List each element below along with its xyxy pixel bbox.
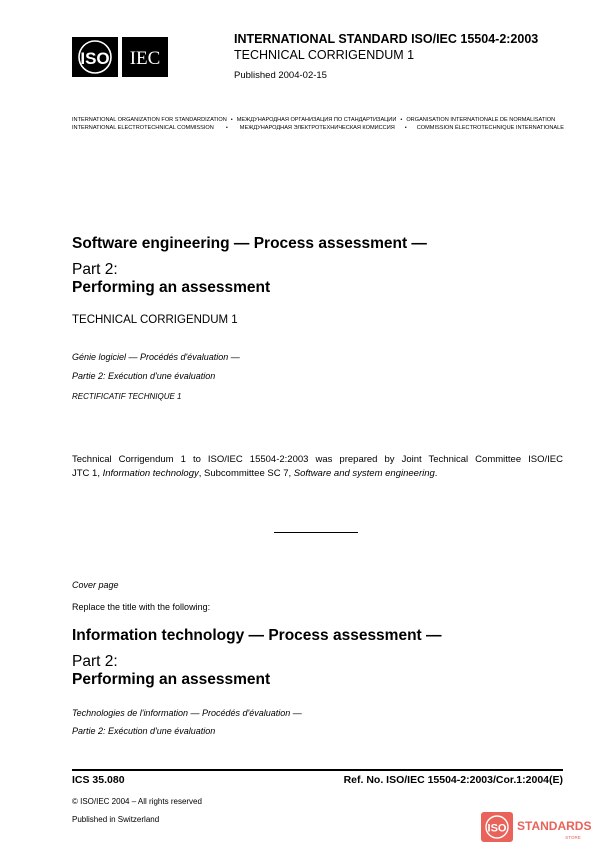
- svg-text:STORE: STORE: [565, 835, 581, 840]
- org-iso-fr: ORGANISATION INTERNATIONALE DE NORMALISATION: [406, 117, 556, 123]
- reference-number: Ref. No. ISO/IEC 15504-2:2003/Cor.1:2004(E): [343, 774, 563, 786]
- bullet: •: [404, 125, 407, 131]
- iso-standards-store-badge[interactable]: [481, 812, 593, 842]
- org-iec-fr: COMMISSION ÉLECTROTECHNIQUE INTERNATIONALE: [416, 125, 564, 131]
- organizations-row-1: [72, 117, 555, 123]
- footer-rule: [72, 769, 563, 771]
- divider: [274, 532, 358, 533]
- new-title: Information technology — Process assessment —: [72, 627, 442, 644]
- iec-logo: [122, 37, 168, 77]
- new-french-title: Technologies de l'information — Procédés d'évaluation —: [72, 708, 302, 718]
- committee-name: Information technology: [102, 467, 199, 479]
- document-subtitle: Performing an assessment: [72, 279, 271, 296]
- org-iec-ru: МЕЖДУНАРОДНАЯ ЭЛЕКТРОТЕХНИЧЕСКАЯ КОМИССИЯ: [239, 125, 395, 131]
- svg-text:ISO: ISO: [80, 49, 110, 68]
- document-title: Software engineering — Process assessment —: [72, 235, 427, 252]
- french-corrigendum: RECTIFICATIF TECHNIQUE 1: [72, 392, 182, 401]
- intro-paragraph: [72, 453, 563, 480]
- subcommittee-name: Software and system engineering: [293, 467, 435, 479]
- document-part: Part 2:: [72, 261, 118, 278]
- corrigendum-label: TECHNICAL CORRIGENDUM 1: [234, 48, 415, 62]
- technical-corrigendum-heading: TECHNICAL CORRIGENDUM 1: [72, 314, 238, 326]
- published-in: Published in Switzerland: [72, 815, 160, 824]
- french-title: Génie logiciel — Procédés d'évaluation —: [72, 352, 240, 362]
- copyright: © ISO/IEC 2004 – All rights reserved: [72, 797, 202, 806]
- iso-logo: [72, 37, 118, 77]
- instruction-text: Replace the title with the following:: [72, 602, 211, 612]
- published-date: Published 2004-02-15: [234, 70, 327, 81]
- section-label: Cover page: [72, 580, 119, 590]
- new-part: Part 2:: [72, 653, 118, 670]
- ics-code: ICS 35.080: [72, 774, 125, 786]
- new-french-part: Partie 2: Exécution d'une évaluation: [72, 726, 216, 736]
- intro-line-2: JTC 1, Information technology, Subcommittee SC 7, Software and system engineering.: [72, 467, 438, 479]
- bullet: •: [230, 117, 233, 123]
- standard-title: INTERNATIONAL STANDARD ISO/IEC 15504-2:2003: [234, 32, 539, 46]
- org-iso-ru: МЕЖДУНАРОДНАЯ ОРГАНИЗАЦИЯ ПО СТАНДАРТИЗАЦИИ: [236, 117, 397, 123]
- org-iso-en: INTERNATIONAL ORGANIZATION FOR STANDARDIZATION: [72, 117, 227, 123]
- svg-text:STANDARDS: STANDARDS: [517, 819, 592, 833]
- bullet: •: [225, 125, 228, 131]
- organizations-row-2: [72, 125, 564, 131]
- svg-text:ISO: ISO: [487, 822, 507, 835]
- org-iec-en: INTERNATIONAL ELECTROTECHNICAL COMMISSION: [72, 125, 214, 131]
- bullet: •: [400, 117, 403, 123]
- french-part: Partie 2: Exécution d'une évaluation: [72, 371, 216, 381]
- intro-line-1: Technical Corrigendum 1 to ISO/IEC 15504-2:2003 was prepared by Joint Technical Committee ISO/IEC: [72, 454, 563, 465]
- svg-text:IEC: IEC: [129, 48, 161, 69]
- new-subtitle: Performing an assessment: [72, 671, 271, 688]
